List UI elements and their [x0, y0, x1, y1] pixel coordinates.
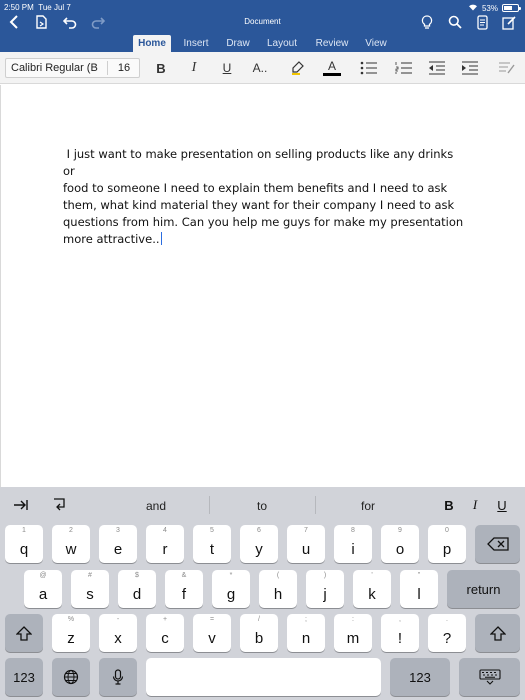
decrease-indent-icon[interactable] [426, 57, 448, 79]
key-p[interactable]: 0 p [428, 525, 466, 563]
undo-key-icon[interactable] [49, 495, 69, 515]
key-j[interactable]: ) j [306, 570, 344, 608]
home-ribbon [0, 52, 525, 84]
delete-key[interactable] [475, 525, 520, 563]
onscreen-keyboard [0, 487, 525, 700]
suggestion-1[interactable]: and [145, 499, 167, 513]
suggestion-2[interactable]: to [256, 499, 267, 513]
key-q[interactable]: 1 q [5, 525, 43, 563]
share-edit-icon[interactable] [500, 12, 518, 32]
font-box-divider [107, 61, 108, 75]
microphone-icon [99, 658, 137, 696]
backspace-icon [475, 525, 520, 563]
font-name: Calibri Regular (B [11, 62, 98, 74]
key-d[interactable]: $ d [118, 570, 156, 608]
key-n[interactable]: ; n [287, 614, 325, 652]
dictation-key[interactable] [99, 658, 137, 696]
tab-layout[interactable]: Layout [266, 38, 298, 49]
battery-icon [502, 4, 519, 12]
font-size[interactable]: 16 [117, 62, 131, 74]
text-caret [161, 232, 162, 245]
key-h[interactable]: ( h [259, 570, 297, 608]
tab-key-icon[interactable] [11, 495, 31, 515]
app-header [0, 0, 525, 52]
key-question[interactable]: . ? [428, 614, 466, 652]
document-body-text: I just want to make presentation on selling products like any drinks or food to someone I need to explain them benefits and I need to ask them, what kind material they want for their company I need to ask questions from him. Can you help me guys for make my presentation more attractive.. [63, 147, 464, 246]
key-w[interactable]: 2 w [52, 525, 90, 563]
keyboard-bold-button[interactable]: B [444, 497, 454, 513]
suggestion-divider [315, 496, 316, 514]
font-color-button[interactable]: A [327, 59, 336, 73]
page-edge [0, 85, 1, 487]
search-icon[interactable] [446, 12, 464, 32]
dismiss-keyboard-key[interactable] [459, 658, 520, 696]
key-t[interactable]: 5 t [193, 525, 231, 563]
key-f[interactable]: & f [165, 570, 203, 608]
bullet-list-icon[interactable] [358, 57, 380, 79]
key-i[interactable]: 8 i [334, 525, 372, 563]
key-k[interactable]: ' k [353, 570, 391, 608]
document-title: Document [244, 17, 281, 26]
lightbulb-icon[interactable] [419, 12, 435, 32]
key-b[interactable]: / b [240, 614, 278, 652]
key-e[interactable]: 3 e [99, 525, 137, 563]
suggestion-3[interactable]: for [360, 499, 375, 513]
globe-icon [52, 658, 90, 696]
key-v[interactable]: = v [193, 614, 231, 652]
suggestion-divider [209, 496, 210, 514]
font-selector[interactable] [5, 58, 140, 78]
more-font-options-button[interactable]: A.. [252, 61, 268, 75]
shift-key-right[interactable] [475, 614, 520, 652]
key-u[interactable]: 7 u [287, 525, 325, 563]
keyboard-dismiss-icon [459, 658, 520, 696]
ribbon-tabs [0, 35, 525, 52]
tab-home[interactable]: Home [133, 35, 171, 52]
bold-button[interactable]: B [156, 60, 166, 76]
increase-indent-icon[interactable] [459, 57, 481, 79]
key-a[interactable]: @ a [24, 570, 62, 608]
key-l[interactable]: " l [400, 570, 438, 608]
underline-button[interactable]: U [222, 61, 232, 75]
numbered-list-icon[interactable] [393, 57, 415, 79]
key-g[interactable]: * g [212, 570, 250, 608]
mobile-view-icon[interactable] [474, 12, 490, 32]
key-c[interactable]: + c [146, 614, 184, 652]
key-x[interactable]: - x [99, 614, 137, 652]
key-y[interactable]: 6 y [240, 525, 278, 563]
key-m[interactable]: : m [334, 614, 372, 652]
return-key[interactable]: return [447, 570, 520, 608]
key-s[interactable]: # s [71, 570, 109, 608]
shift-icon [475, 614, 520, 652]
key-o[interactable]: 9 o [381, 525, 419, 563]
battery-percent: 53% [481, 3, 498, 13]
highlight-icon[interactable] [287, 57, 309, 79]
italic-button[interactable]: I [191, 60, 197, 75]
status-time: 2:50 PM Tue Jul 7 [4, 3, 71, 12]
tab-view[interactable]: View [365, 38, 387, 49]
shift-icon [5, 614, 43, 652]
tab-review[interactable]: Review [315, 38, 349, 49]
key-exclamation[interactable]: , ! [381, 614, 419, 652]
key-r[interactable]: 4 r [146, 525, 184, 563]
quicktype-bar [0, 487, 525, 521]
shift-key-left[interactable] [5, 614, 43, 652]
key-z[interactable]: % z [52, 614, 90, 652]
document-body[interactable] [63, 146, 468, 248]
styles-icon[interactable] [496, 57, 518, 79]
tab-draw[interactable]: Draw [226, 38, 250, 49]
numbers-key-left[interactable]: 123 [5, 658, 43, 696]
keyboard-underline-button[interactable]: U [497, 497, 507, 513]
font-color-swatch [323, 73, 341, 76]
numbers-key-right[interactable]: 123 [390, 658, 450, 696]
space-key[interactable] [146, 658, 381, 696]
globe-key[interactable] [52, 658, 90, 696]
keyboard-italic-button[interactable]: I [472, 497, 478, 512]
nav-toolbar [0, 12, 525, 32]
tab-insert[interactable]: Insert [183, 38, 209, 49]
